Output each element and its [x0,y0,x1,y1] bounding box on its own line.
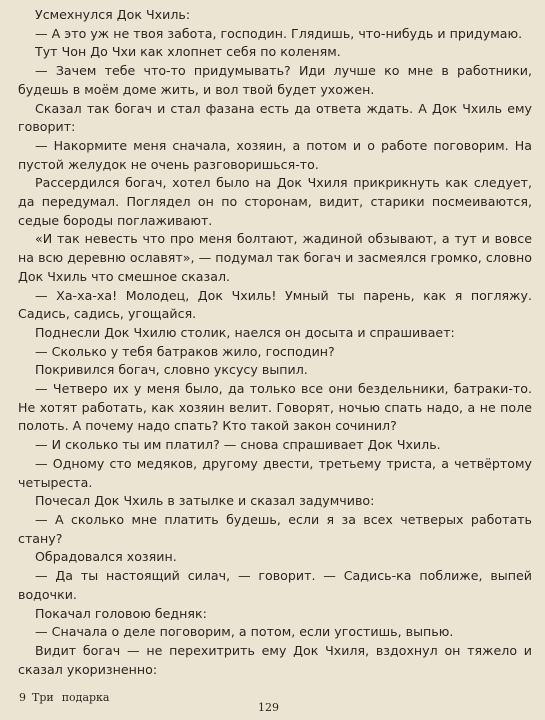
paragraph-8: «И так невесть что про меня болтают, жадиной обзывают, а тут и вовсе на всю деревню ославят», — подумал так богач и засмеялся громко, словно Док Чхиль что смешное сказал. [18,231,532,284]
signature-word-1: Три [32,691,54,704]
printer-signature-mark [19,691,109,704]
paragraph-5: Сказал так богач и стал фазана есть да ответа ждать. А Док Чхиль ему говорит: [18,100,532,135]
paragraph-14: — И сколько ты им платил? — снова спрашивает Док Чхиль. [35,437,441,453]
page-number: 129 [258,701,279,714]
paragraph-20: Покачал головою бедняк: [35,605,207,621]
paragraph-16: Почесал Док Чхиль в затылке и сказал задумчиво: [35,493,375,509]
paragraph-12: Покривился богач, словно уксусу выпил. [35,362,308,378]
paragraph-9: — Ха-ха-ха! Молодец, Док Чхиль! Умный ты парень, как я погляжу. Садись, садись, угощайся. [18,287,532,322]
signature-number: 9 [19,691,26,704]
paragraph-18: Обрадовался хозяин. [35,549,177,565]
paragraph-11: — Сколько у тебя батраков жило, господин? [35,343,335,359]
paragraph-21: — Сначала о деле поговорим, а потом, если угостишь, выпью. [35,624,454,640]
paragraph-22: Видит богач — не перехитрить ему Док Чхиля, вздохнул он тяжело и сказал укоризненно: [18,642,532,677]
body-text [18,6,532,679]
paragraph-13: — Четверо их у меня было, да только все они бездельники, батраки-то. Не хотят работать, как хозяин велит. Говорят, ночью спать надо, а не поле полоть. А почему надо спать? Кто такой закон сочинил? [18,381,532,434]
paragraph-7: Рассердился богач, хотел было на Док Чхиля прикрикнуть как следует, да передумал. Поглядел он по сторонам, видит, старики посмеиваются, седые бороды поглаживают. [18,175,532,228]
paragraph-3: Тут Чон До Чхи как хлопнет себя по коленям. [35,44,341,60]
paragraph-6: — Накормите меня сначала, хозяин, а потом и о работе поговорим. На пустой желудок не очень разговоришься-то. [18,137,532,172]
paragraph-17: — А сколько мне платить будешь, если я за всех четверых работать стану? [18,511,532,546]
paragraph-2: — А это уж не твоя забота, господин. Глядишь, что-нибудь и придумаю. [35,25,523,41]
paragraph-4: — Зачем тебе что-то придумывать? Иди лучше ко мне в работники, будешь в моём доме жить, и вол твой будет ухожен. [18,63,532,97]
paragraph-15: — Одному сто медяков, другому двести, третьему триста, а четвёртому четыреста. [18,455,532,490]
signature-word-2: подарка [61,691,110,704]
paragraph-19: — Да ты настоящий силач, — говорит. — Садись-ка поближе, выпей водочки. [18,568,532,602]
paragraph-1: Усмехнулся Док Чхиль: [35,7,191,22]
paragraph-10: Поднесли Док Чхилю столик, наелся он досыта и спрашивает: [35,324,455,340]
